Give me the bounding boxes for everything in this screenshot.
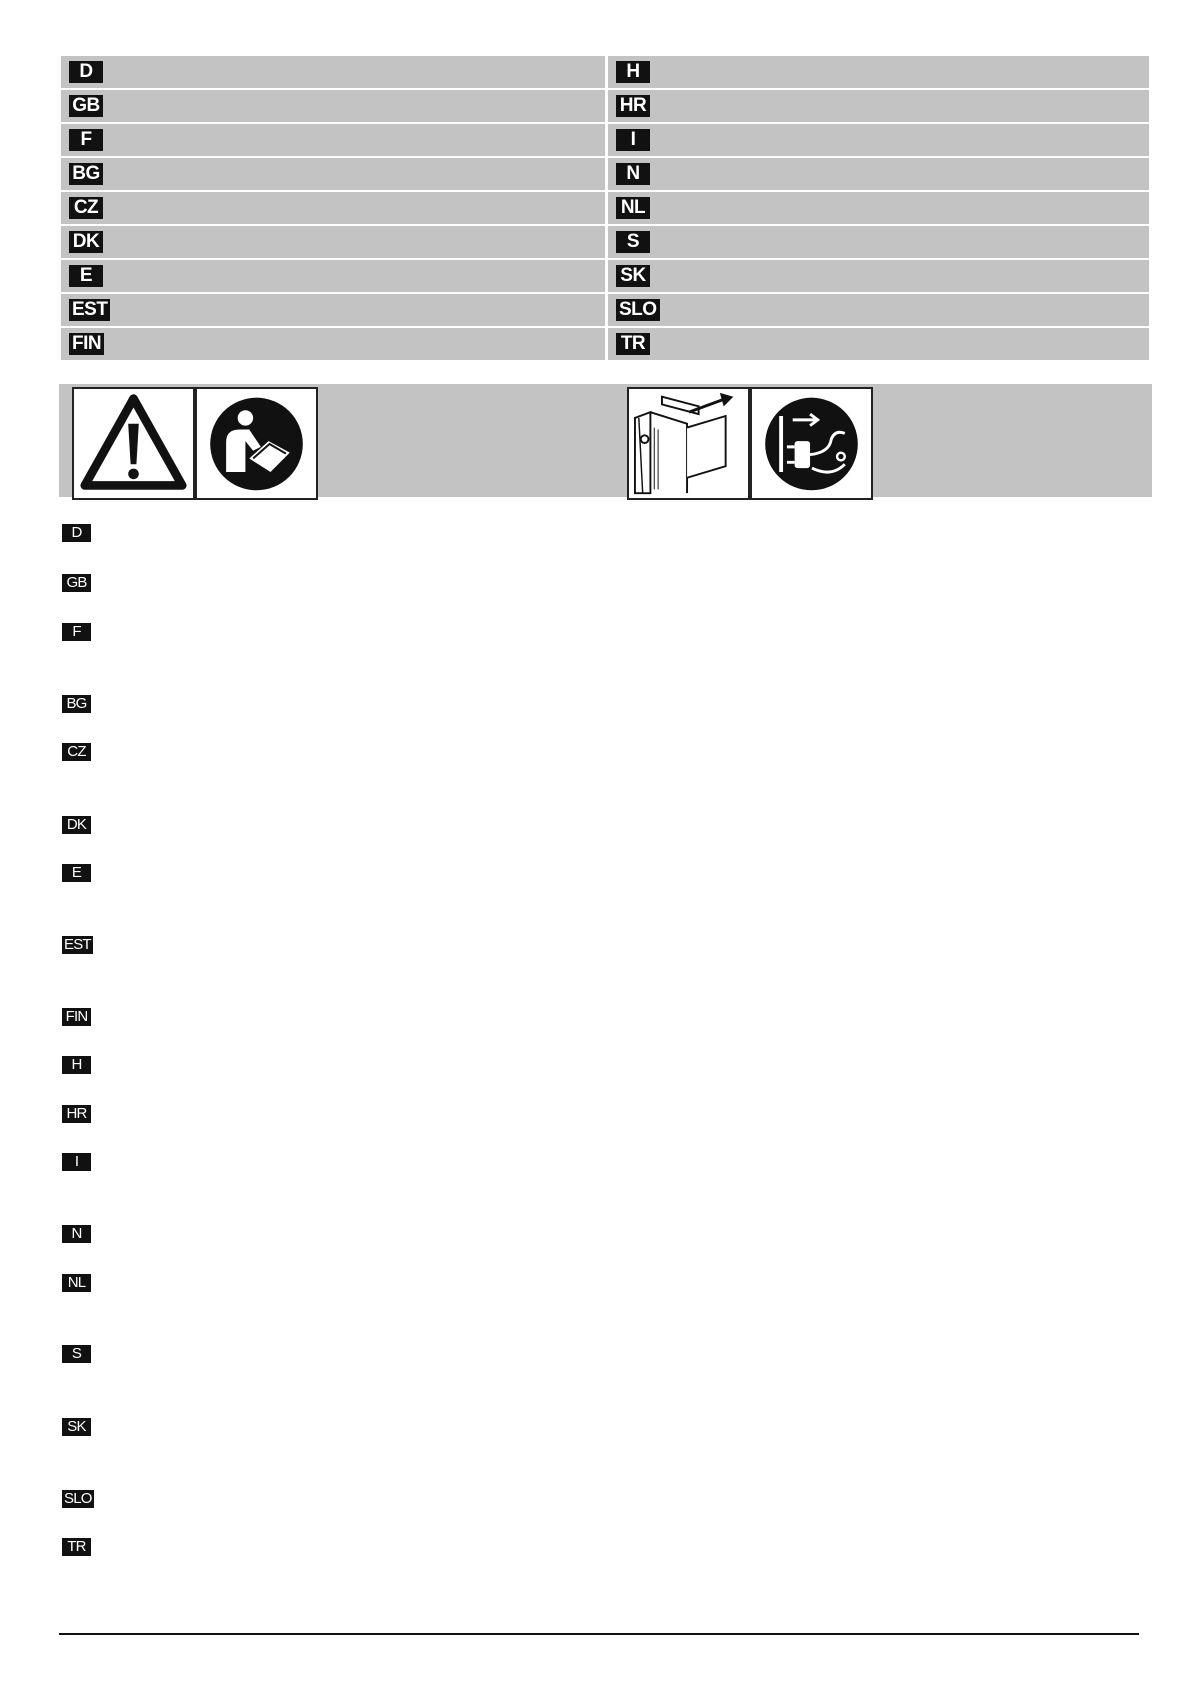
lang-badge: GB: [62, 574, 91, 592]
list-item: [62, 1008, 91, 1026]
lang-row-f: [61, 124, 605, 158]
lang-badge: H: [616, 61, 650, 83]
list-item: [62, 1105, 91, 1123]
list-item: [62, 1153, 91, 1171]
lang-badge: NL: [62, 1274, 91, 1292]
lang-badge: DK: [62, 816, 91, 834]
list-item: [62, 1490, 94, 1508]
lang-badge: E: [69, 265, 103, 287]
lang-badge: D: [69, 61, 103, 83]
list-item: [62, 695, 91, 713]
lang-row-hr: [605, 90, 1149, 124]
lang-badge: TR: [62, 1538, 91, 1556]
list-item: [62, 1274, 91, 1292]
list-item: [62, 743, 91, 761]
lang-badge: SLO: [64, 1490, 92, 1507]
lang-badge: N: [616, 163, 650, 185]
lang-row-nl: [605, 192, 1149, 226]
lang-badge: S: [616, 231, 650, 253]
lang-badge: F: [62, 623, 91, 641]
language-header-table: [61, 56, 1149, 362]
list-item: [62, 1345, 91, 1363]
lang-row-dk: [61, 226, 605, 260]
lang-badge: N: [62, 1225, 91, 1243]
lang-row-est: [61, 294, 605, 328]
lang-badge: D: [62, 524, 91, 542]
lang-badge: E: [62, 864, 91, 882]
lang-row-gb: [61, 90, 605, 124]
footer-divider: [59, 1633, 1139, 1635]
lang-badge: FIN: [62, 1008, 91, 1026]
lang-badge: BG: [69, 163, 103, 185]
lang-row-n: [605, 158, 1149, 192]
list-item: [62, 936, 93, 954]
lang-badge: EST: [64, 936, 91, 953]
list-item: [62, 816, 91, 834]
filter-removal-icon: [627, 387, 750, 500]
list-item: [62, 1225, 91, 1243]
lang-row-cz: [61, 192, 605, 226]
lang-badge: TR: [616, 333, 650, 355]
lang-badge: NL: [616, 197, 650, 219]
pictogram-band: [59, 384, 1152, 497]
lang-badge: S: [62, 1345, 91, 1363]
list-item: [62, 1056, 91, 1074]
lang-badge: F: [69, 129, 103, 151]
list-item: [62, 1538, 91, 1556]
lang-badge: SK: [62, 1418, 91, 1436]
lang-row-tr: [605, 328, 1149, 362]
lang-row-sk: [605, 260, 1149, 294]
lang-row-h: [605, 56, 1149, 90]
lang-row-d: [61, 56, 605, 90]
lang-badge: CZ: [62, 743, 91, 761]
lang-badge: I: [616, 129, 650, 151]
read-manual-icon: [195, 387, 318, 500]
lang-badge: CZ: [69, 197, 103, 219]
list-item: [62, 864, 91, 882]
lang-row-e: [61, 260, 605, 294]
lang-badge: BG: [62, 695, 91, 713]
lang-badge: H: [62, 1056, 91, 1074]
lang-row-i: [605, 124, 1149, 158]
lang-badge: FIN: [69, 333, 104, 355]
unplug-icon: [750, 387, 873, 500]
lang-row-bg: [61, 158, 605, 192]
lang-badge: SK: [616, 265, 650, 287]
lang-row-s: [605, 226, 1149, 260]
lang-badge: I: [62, 1153, 91, 1171]
list-item: [62, 574, 91, 592]
list-item: [62, 623, 91, 641]
language-code-list: [62, 0, 102, 1684]
lang-row-slo: [605, 294, 1149, 328]
lang-badge: SLO: [616, 299, 660, 321]
lang-badge: GB: [69, 95, 103, 117]
list-item: [62, 524, 91, 542]
lang-row-fin: [61, 328, 605, 362]
lang-badge: DK: [69, 231, 103, 253]
lang-badge: EST: [69, 299, 110, 321]
lang-badge: HR: [62, 1105, 91, 1123]
lang-badge: HR: [616, 95, 650, 117]
list-item: [62, 1418, 91, 1436]
